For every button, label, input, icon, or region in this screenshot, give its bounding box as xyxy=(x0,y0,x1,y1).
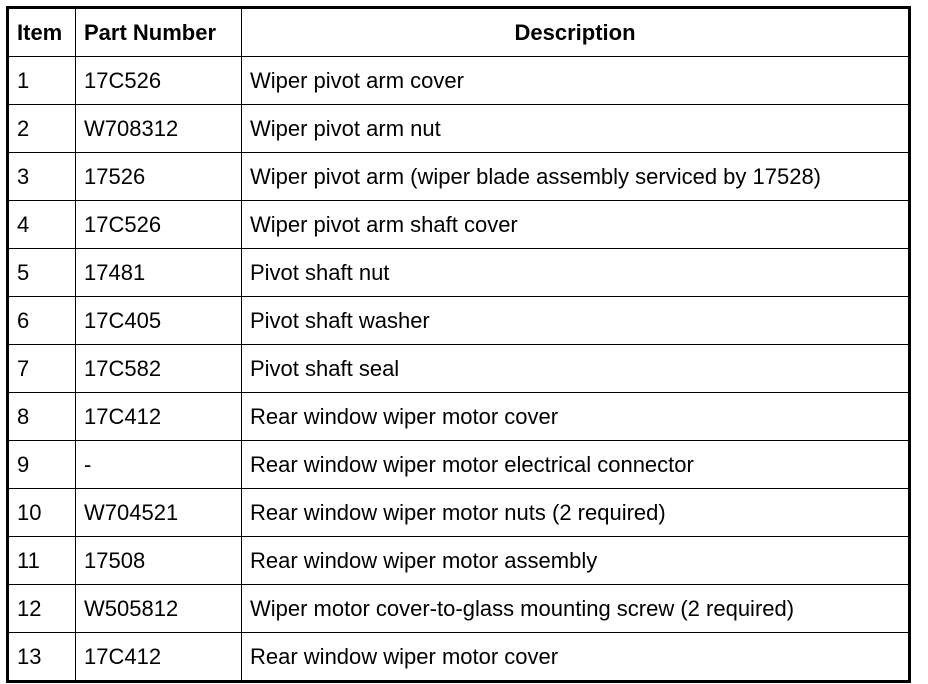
table-row xyxy=(8,537,910,585)
table-row xyxy=(8,633,910,682)
item-cell: 12 xyxy=(8,585,76,633)
item-cell: 10 xyxy=(8,489,76,537)
table-row xyxy=(8,393,910,441)
description-cell: Rear window wiper motor cover xyxy=(242,393,910,441)
item-cell: 1 xyxy=(8,57,76,105)
part-number-cell: 17481 xyxy=(76,249,242,297)
item-cell: 3 xyxy=(8,153,76,201)
item-cell: 4 xyxy=(8,201,76,249)
part-number-cell: 17526 xyxy=(76,153,242,201)
part-number-cell: 17C412 xyxy=(76,633,242,682)
description-cell: Wiper motor cover-to-glass mounting screw (2 required) xyxy=(242,585,910,633)
header-item: Item xyxy=(8,8,76,57)
part-number-cell: W505812 xyxy=(76,585,242,633)
header-description: Description xyxy=(242,8,910,57)
description-cell: Wiper pivot arm shaft cover xyxy=(242,201,910,249)
description-cell: Rear window wiper motor cover xyxy=(242,633,910,682)
table-row xyxy=(8,345,910,393)
part-number-cell: 17C526 xyxy=(76,57,242,105)
description-cell: Pivot shaft washer xyxy=(242,297,910,345)
description-cell: Pivot shaft nut xyxy=(242,249,910,297)
table-row xyxy=(8,585,910,633)
description-cell: Wiper pivot arm cover xyxy=(242,57,910,105)
table-row xyxy=(8,201,910,249)
description-cell: Rear window wiper motor nuts (2 required) xyxy=(242,489,910,537)
table-row xyxy=(8,489,910,537)
item-cell: 11 xyxy=(8,537,76,585)
header-row xyxy=(8,8,910,57)
header-part-number: Part Number xyxy=(76,8,242,57)
table-header xyxy=(8,8,910,57)
part-number-cell: W704521 xyxy=(76,489,242,537)
item-cell: 6 xyxy=(8,297,76,345)
part-number-cell: W708312 xyxy=(76,105,242,153)
description-cell: Rear window wiper motor electrical connector xyxy=(242,441,910,489)
description-cell: Wiper pivot arm nut xyxy=(242,105,910,153)
part-number-cell: 17C412 xyxy=(76,393,242,441)
table-row xyxy=(8,249,910,297)
part-number-cell: 17C526 xyxy=(76,201,242,249)
table-row xyxy=(8,153,910,201)
part-number-cell: 17C582 xyxy=(76,345,242,393)
item-cell: 7 xyxy=(8,345,76,393)
part-number-cell: 17508 xyxy=(76,537,242,585)
table-row xyxy=(8,57,910,105)
description-cell: Pivot shaft seal xyxy=(242,345,910,393)
item-cell: 9 xyxy=(8,441,76,489)
table-row xyxy=(8,297,910,345)
description-cell: Wiper pivot arm (wiper blade assembly serviced by 17528) xyxy=(242,153,910,201)
table-row xyxy=(8,441,910,489)
description-cell: Rear window wiper motor assembly xyxy=(242,537,910,585)
part-number-cell: - xyxy=(76,441,242,489)
item-cell: 13 xyxy=(8,633,76,682)
item-cell: 5 xyxy=(8,249,76,297)
part-number-cell: 17C405 xyxy=(76,297,242,345)
item-cell: 2 xyxy=(8,105,76,153)
parts-table xyxy=(6,6,911,683)
table-body xyxy=(8,57,910,682)
table-row xyxy=(8,105,910,153)
item-cell: 8 xyxy=(8,393,76,441)
